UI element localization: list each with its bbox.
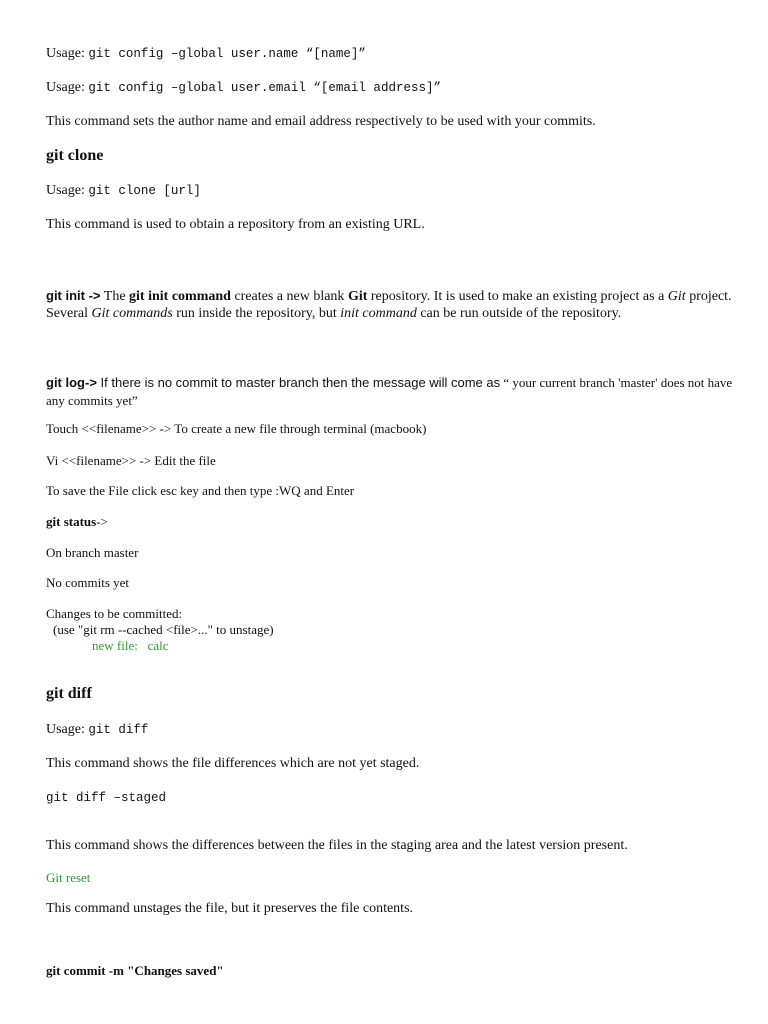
status-changes: Changes to be committed: (46, 606, 183, 621)
code-snippet: git clone [url] (88, 184, 201, 198)
git-status-label: git status-> (46, 514, 108, 529)
config-email-usage: Usage: git config –global user.email “[email address]” (46, 80, 441, 95)
config-description: This command sets the author name and email address respectively to be used with your commits. (46, 114, 596, 129)
save-instruction: To save the File click esc key and then type :WQ and Enter (46, 483, 355, 498)
heading-git-clone: git clone (46, 147, 104, 164)
heading-git-diff: git diff (46, 685, 92, 702)
status-branch: On branch master (46, 545, 139, 560)
diff-description: This command shows the file differences which are not yet staged. (46, 756, 420, 771)
git-commit-command: git commit -m "Changes saved" (46, 963, 224, 978)
vi-instruction: Vi <<filename>> -> Edit the file (46, 453, 216, 468)
clone-usage: Usage: git clone [url] (46, 183, 201, 198)
git-init-paragraph: git init -> The git init command creates a new blank Git repository. It is used to make an existing project as a Git project. Several Git commands run inside the repository, but init command can be run outside of the repository. (46, 288, 732, 321)
diff-staged-description: This command shows the differences between the files in the staging area and the latest version present. (46, 838, 628, 853)
git-log-paragraph: git log-> If there is no commit to master branch then the message will come as “ your current branch 'master' does not have any commits yet” (46, 375, 733, 408)
git-reset-label: Git reset (46, 870, 91, 885)
status-new-file: new file: calc (92, 638, 169, 653)
touch-instruction: Touch <<filename>> -> To create a new file through terminal (macbook) (46, 421, 427, 436)
config-name-usage: Usage: git config –global user.name “[name]” (46, 46, 366, 61)
reset-description: This command unstages the file, but it preserves the file contents. (46, 901, 414, 916)
diff-usage: Usage: git diff (46, 722, 149, 737)
diff-staged-code: git diff –staged (46, 791, 167, 805)
code-snippet: git diff (88, 723, 149, 737)
clone-description: This command is used to obtain a repository from an existing URL. (46, 217, 425, 232)
status-hint: (use "git rm --cached <file>..." to unstage) (53, 622, 274, 637)
code-snippet: git config –global user.name “[name]” (88, 47, 366, 61)
status-no-commits: No commits yet (46, 575, 130, 590)
code-snippet: git config –global user.email “[email address]” (88, 81, 441, 95)
